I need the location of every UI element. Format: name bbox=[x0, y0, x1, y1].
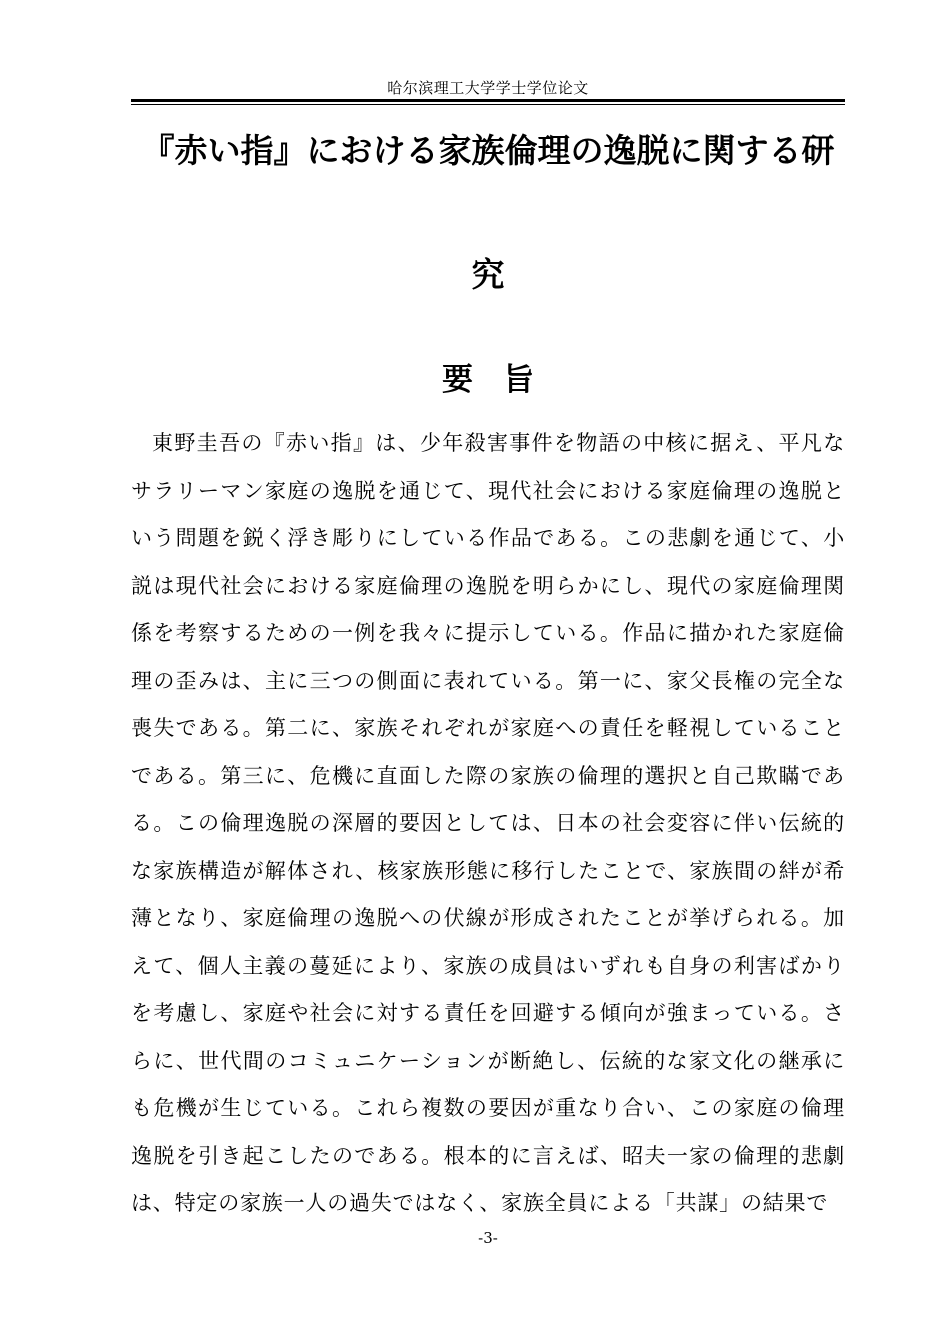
document-title bbox=[131, 131, 845, 294]
abstract-paragraph: 東野圭吾の『赤い指』は、少年殺害事件を物語の中核に据え、平凡なサラリーマン家庭の逸脱を通じて、現代社会における家庭倫理の逸脱という問題を鋭く浮き彫りにしている作品である。この悲劇を通じて、小説は現代社会における家庭倫理の逸脱を明らかにし、現代の家庭倫理関係を考察するための一例を我々に提示している。作品に描かれた家庭倫理の歪みは、主に三つの側面に表れている。第一に、家父長権の完全な喪失である。第二に、家族それぞれが家庭への責任を軽視していることである。第三に、危機に直面した際の家族の倫理的選択と自己欺瞞である。この倫理逸脱の深層的要因としては、日本の社会変容に伴い伝統的な家族構造が解体され、核家族形態に移行したことで、家族間の絆が希薄となり、家庭倫理の逸脱への伏線が形成されたことが挙げられる。加えて、個人主義の蔓延により、家族の成員はいずれも自身の利害ばかりを考慮し、家庭や社会に対する責任を回避する傾向が強まっている。さらに、世代間のコミュニケーションが断絶し、伝統的な家文化の継承にも危機が生じている。これら複数の要因が重なり合い、この家庭の倫理逸脱を引き起こしたのである。根本的に言えば、昭夫一家の倫理的悲劇は、特定の家族一人の過失ではなく、家族全員による「共謀」の結果で bbox=[131, 431, 845, 1215]
section-heading: 要旨 bbox=[442, 362, 564, 398]
header-rule-thin bbox=[131, 104, 845, 105]
header-rule-thick bbox=[131, 99, 845, 102]
page-number: -3- bbox=[478, 1229, 498, 1247]
title-line-2: 究 bbox=[471, 255, 505, 294]
running-header: 哈尔滨理工大学学士学位论文 bbox=[387, 79, 589, 97]
title-line-1: 『赤い指』における家族倫理の逸脱に関する研 bbox=[141, 131, 835, 170]
